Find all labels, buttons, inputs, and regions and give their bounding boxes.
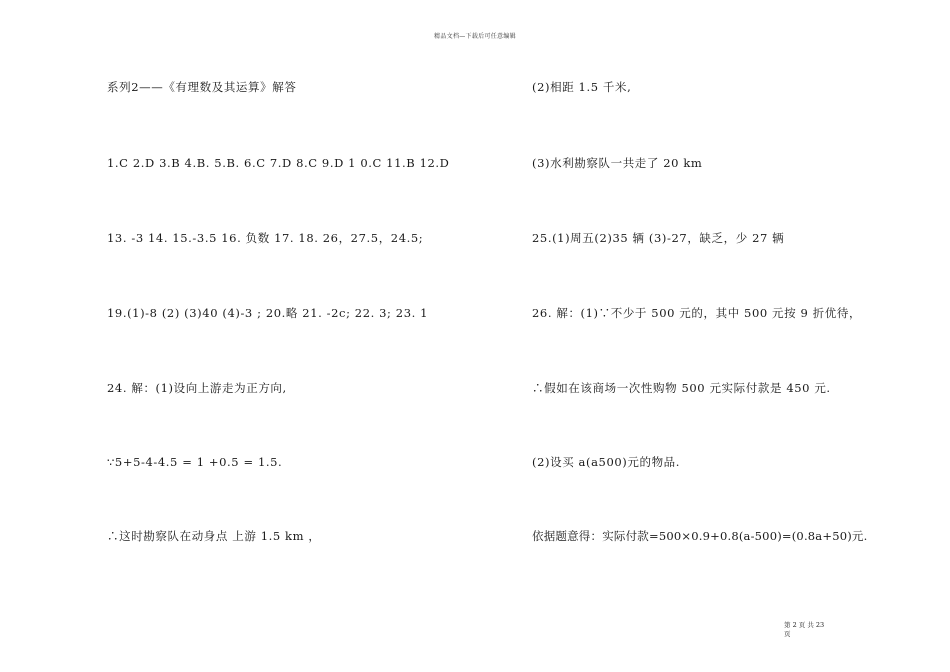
answer-line: 26. 解：(1)∵不少于 500 元的，其中 500 元按 9 折优待，	[532, 306, 862, 320]
page-number	[784, 621, 844, 639]
answer-line: 13. -3 14. 15.-3.5 16. 负数 17. 18. 26，27.5，24.5;	[107, 231, 424, 245]
answer-line: 19.(1)-8 (2) (3)40 (4)-3 ; 20.略 21. -2c; 22. 3; 23. 1	[107, 306, 429, 320]
page-number-suffix: 页	[784, 630, 791, 638]
answer-line: 依据题意得：实际付款=500×0.9+0.8(a-500)=(0.8a+50)元.	[532, 529, 868, 543]
answer-line: 24. 解：(1)设向上游走为正方向,	[107, 381, 287, 395]
answer-line: (2)相距 1.5 千米,	[532, 80, 632, 94]
answer-line: ∴假如在该商场一次性购物 500 元实际付款是 450 元.	[532, 381, 831, 395]
answer-line: ∴这时勘察队在动身点 上游 1.5 km ，	[107, 529, 321, 543]
answer-line: ∵5+5-4-4.5 = 1 +0.5 = 1.5.	[107, 455, 283, 469]
answer-line: (3)水利勘察队一共走了 20 km	[532, 156, 703, 170]
document-header: 精品文档—下载后可任意编辑	[434, 33, 516, 40]
page-number-text: 第 2 页 共 23	[784, 621, 825, 629]
answer-line: (2)设买 a(a500)元的物品.	[532, 455, 681, 469]
answer-line: 1.C 2.D 3.B 4.B. 5.B. 6.C 7.D 8.C 9.D 1 0.C 11.B 12.D	[107, 156, 450, 170]
answer-title: 系列2——《有理数及其运算》解答	[107, 80, 297, 94]
answer-line: 25.(1)周五(2)35 辆 (3)-27，缺乏，少 27 辆	[532, 231, 785, 245]
